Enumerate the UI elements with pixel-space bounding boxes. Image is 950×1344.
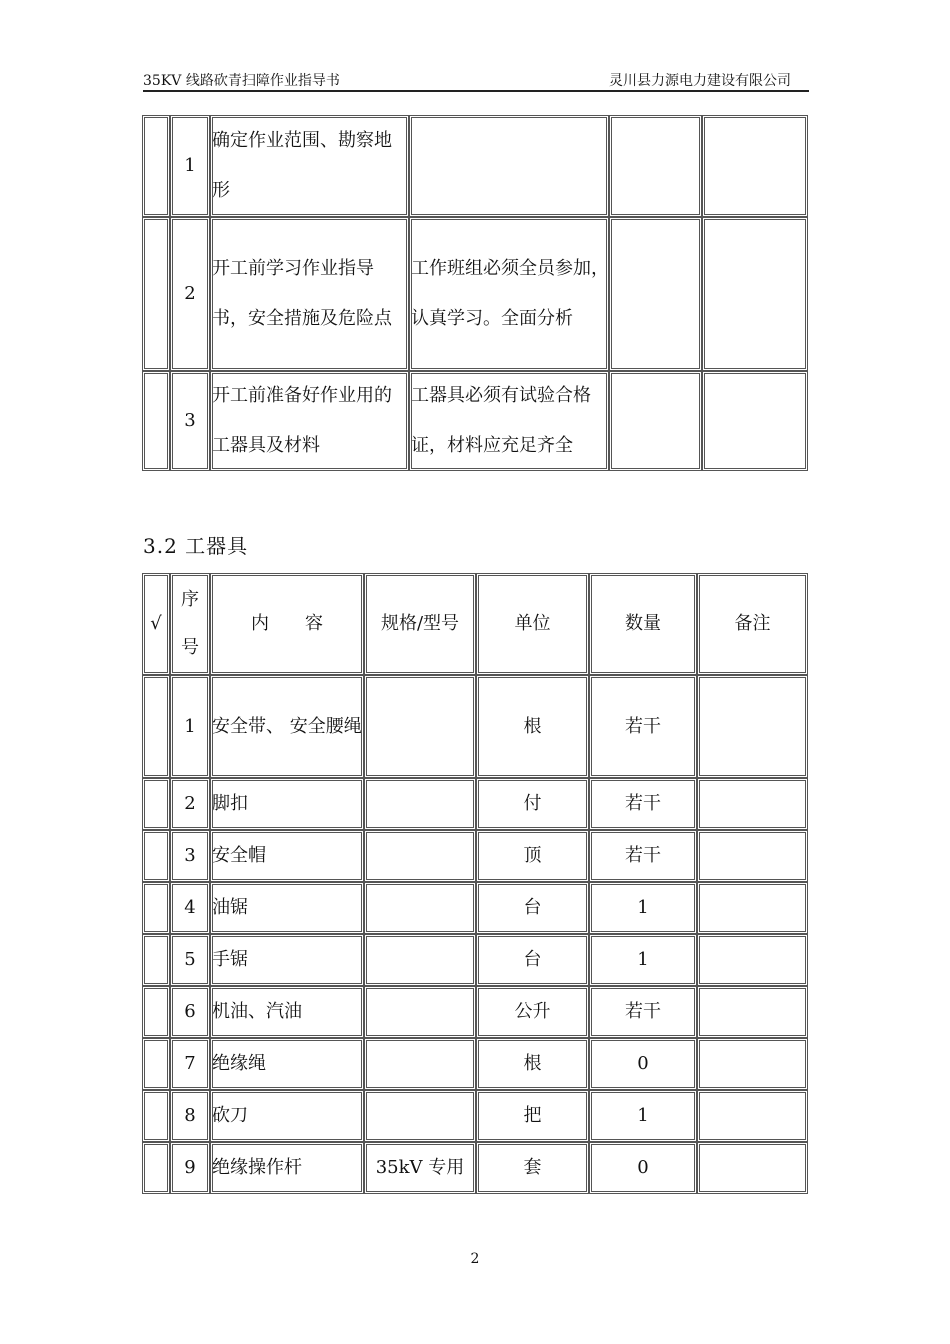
header-content: 内 容 (210, 573, 364, 675)
section-title: 3.2 工器具 (143, 534, 249, 558)
note-cell (697, 778, 808, 830)
table-row (142, 986, 808, 1038)
table-row (142, 115, 808, 217)
row-number: 7 (170, 1038, 210, 1090)
qty-cell: 1 (589, 882, 697, 934)
spec-cell (364, 675, 476, 778)
page-header (143, 68, 809, 92)
task-cell: 开工前准备好作业用的工器具及材料 (210, 371, 409, 471)
requirement-cell: 工器具必须有试验合格证，材料应充足齐全 (409, 371, 609, 471)
row-number: 9 (170, 1142, 210, 1194)
check-cell (142, 1142, 170, 1194)
spec-cell: 35kV 专用 (364, 1142, 476, 1194)
task-cell: 确定作业范围、勘察地形 (210, 115, 409, 217)
work-steps-table (142, 115, 808, 471)
check-cell (142, 1090, 170, 1142)
content-cell: 手锯 (210, 934, 364, 986)
row-number: 2 (170, 217, 210, 371)
table-row (142, 882, 808, 934)
header-spec: 规格/型号 (364, 573, 476, 675)
check-cell (142, 1038, 170, 1090)
content-cell: 绝缘操作杆 (210, 1142, 364, 1194)
unit-cell: 根 (476, 1038, 589, 1090)
qty-cell: 若干 (589, 986, 697, 1038)
qty-cell: 若干 (589, 675, 697, 778)
table-row (142, 217, 808, 371)
content-cell: 安全带、 安全腰绳 (210, 675, 364, 778)
header-unit: 单位 (476, 573, 589, 675)
unit-cell: 台 (476, 934, 589, 986)
empty-cell (609, 217, 702, 371)
requirement-cell (409, 115, 609, 217)
note-cell (697, 986, 808, 1038)
empty-cell (702, 217, 808, 371)
company-name: 灵川县力源电力建设有限公司 (609, 73, 791, 89)
table-row (142, 675, 808, 778)
spec-cell (364, 934, 476, 986)
empty-cell (702, 371, 808, 471)
qty-cell: 若干 (589, 830, 697, 882)
row-number: 3 (170, 830, 210, 882)
empty-cell (609, 115, 702, 217)
qty-cell: 0 (589, 1038, 697, 1090)
check-cell (142, 217, 170, 371)
table-row (142, 1090, 808, 1142)
note-cell (697, 675, 808, 778)
content-cell: 绝缘绳 (210, 1038, 364, 1090)
empty-cell (609, 371, 702, 471)
check-cell (142, 778, 170, 830)
qty-cell: 0 (589, 1142, 697, 1194)
spec-cell (364, 986, 476, 1038)
unit-cell: 公升 (476, 986, 589, 1038)
table-row (142, 371, 808, 471)
unit-cell: 把 (476, 1090, 589, 1142)
spec-cell (364, 778, 476, 830)
note-cell (697, 1038, 808, 1090)
row-number: 2 (170, 778, 210, 830)
spec-cell (364, 1038, 476, 1090)
note-cell (697, 934, 808, 986)
row-number: 3 (170, 371, 210, 471)
check-cell (142, 882, 170, 934)
row-number: 8 (170, 1090, 210, 1142)
content-cell: 脚扣 (210, 778, 364, 830)
check-cell (142, 371, 170, 471)
spec-cell (364, 882, 476, 934)
note-cell (697, 1090, 808, 1142)
check-cell (142, 830, 170, 882)
row-number: 1 (170, 115, 210, 217)
note-cell (697, 882, 808, 934)
qty-cell: 1 (589, 1090, 697, 1142)
row-number: 4 (170, 882, 210, 934)
unit-cell: 根 (476, 675, 589, 778)
unit-cell: 顶 (476, 830, 589, 882)
row-number: 5 (170, 934, 210, 986)
unit-cell: 付 (476, 778, 589, 830)
table-row (142, 1142, 808, 1194)
unit-cell: 套 (476, 1142, 589, 1194)
qty-cell: 1 (589, 934, 697, 986)
page-number: 2 (470, 1251, 480, 1267)
check-cell (142, 986, 170, 1038)
check-cell (142, 115, 170, 217)
header-no: 序号 (170, 573, 210, 675)
unit-cell: 台 (476, 882, 589, 934)
table-row (142, 830, 808, 882)
content-cell: 砍刀 (210, 1090, 364, 1142)
task-cell: 开工前学习作业指导书，安全措施及危险点 (210, 217, 409, 371)
content-cell: 油锯 (210, 882, 364, 934)
check-cell (142, 934, 170, 986)
table-row (142, 934, 808, 986)
row-number: 1 (170, 675, 210, 778)
requirement-cell: 工作班组必须全员参加，认真学习。全面分析 (409, 217, 609, 371)
table-row (142, 778, 808, 830)
note-cell (697, 830, 808, 882)
table-row (142, 1038, 808, 1090)
content-cell: 机油、汽油 (210, 986, 364, 1038)
empty-cell (702, 115, 808, 217)
header-check: √ (142, 573, 170, 675)
document-title: 35KV 线路砍青扫障作业指导书 (143, 73, 340, 89)
spec-cell (364, 1090, 476, 1142)
header-qty: 数量 (589, 573, 697, 675)
note-cell (697, 1142, 808, 1194)
table-header-row (142, 573, 808, 675)
qty-cell: 若干 (589, 778, 697, 830)
tools-table (142, 573, 808, 1194)
content-cell: 安全帽 (210, 830, 364, 882)
spec-cell (364, 830, 476, 882)
row-number: 6 (170, 986, 210, 1038)
check-cell (142, 675, 170, 778)
header-note: 备注 (697, 573, 808, 675)
